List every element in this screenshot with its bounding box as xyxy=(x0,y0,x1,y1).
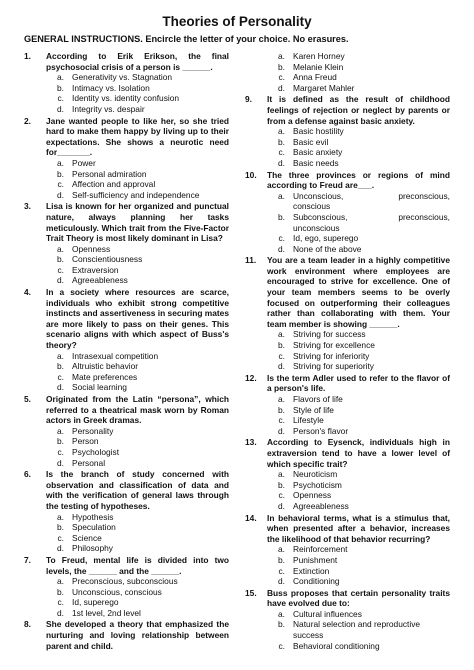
option-letter: d. xyxy=(278,82,285,93)
option-letter: b. xyxy=(278,479,285,490)
answer-option[interactable] xyxy=(267,555,450,566)
answer-option[interactable] xyxy=(267,490,450,501)
option-text: Openness xyxy=(72,243,111,254)
question-text: She developed a theory that emphasized the nurturing and loving relationship between parent and child. xyxy=(46,619,229,651)
option-text xyxy=(293,191,450,202)
question-item xyxy=(245,437,450,511)
question-body xyxy=(267,588,450,652)
answer-option[interactable] xyxy=(267,158,450,169)
option-text: Intrasexual competition xyxy=(72,350,159,361)
question-text: Is the term Adler used to refer to the flavor of a person's life. xyxy=(267,372,450,394)
answer-option[interactable] xyxy=(46,587,229,598)
option-letter: c. xyxy=(278,72,285,83)
answer-option[interactable] xyxy=(46,543,229,554)
question-item xyxy=(24,619,229,651)
option-letter: c. xyxy=(57,264,64,275)
option-letter xyxy=(267,201,293,212)
option-letter: b. xyxy=(278,404,285,415)
answer-option[interactable] xyxy=(267,469,450,480)
option-text-part: Unconscious, xyxy=(293,190,344,201)
page-title: Theories of Personality xyxy=(162,14,312,29)
answer-option[interactable] xyxy=(46,372,229,383)
answer-option[interactable] xyxy=(267,137,450,148)
option-text: Extinction xyxy=(293,565,330,576)
answer-option[interactable] xyxy=(46,361,229,372)
option-text: Identity vs. identity confusion xyxy=(72,93,180,104)
question-columns xyxy=(24,51,450,652)
question-body xyxy=(46,201,229,286)
answer-options xyxy=(267,394,450,436)
option-text: Striving for success xyxy=(293,329,366,340)
option-text-part: preconscious, xyxy=(398,190,450,201)
answer-option[interactable] xyxy=(46,436,229,447)
option-letter: c. xyxy=(278,415,285,426)
answer-option[interactable] xyxy=(46,512,229,523)
answer-option[interactable] xyxy=(46,576,229,587)
question-text: Is the branch of study concerned with observation and classification of data and with the verification of general laws through the testing of hypotheses. xyxy=(46,469,229,511)
option-letter: a. xyxy=(278,469,285,480)
option-letter: d. xyxy=(57,607,64,618)
option-letter: b. xyxy=(278,136,285,147)
option-text: Striving for superiority xyxy=(293,361,374,372)
option-letter: a. xyxy=(278,329,285,340)
option-text: Id, ego, superego xyxy=(293,233,359,244)
option-text: Margaret Mahler xyxy=(293,82,355,93)
question-item xyxy=(24,51,229,115)
option-letter: b. xyxy=(278,211,285,222)
option-text: 1st level, 2nd level xyxy=(72,607,141,618)
option-letter: d. xyxy=(278,243,285,254)
question-number: 10. xyxy=(245,169,257,180)
option-letter: d. xyxy=(278,500,285,511)
option-letter: d. xyxy=(278,576,285,587)
option-text: Basic hostility xyxy=(293,126,344,137)
answer-option[interactable] xyxy=(46,426,229,437)
option-letter: d. xyxy=(57,457,64,468)
option-letter: c. xyxy=(278,233,285,244)
answer-option[interactable] xyxy=(46,608,229,619)
option-letter: d. xyxy=(278,361,285,372)
answer-option[interactable] xyxy=(267,126,450,137)
answer-options xyxy=(46,158,229,200)
answer-option[interactable] xyxy=(46,244,229,255)
option-letter: c. xyxy=(278,640,285,651)
option-letter: a. xyxy=(57,425,64,436)
option-letter: c. xyxy=(278,565,285,576)
question-text: Buss proposes that certain personality traits have evolved due to: xyxy=(267,587,450,609)
answer-options xyxy=(267,609,450,651)
answer-option[interactable] xyxy=(46,190,229,201)
option-letter: d. xyxy=(278,425,285,436)
question-text: According to Eysenck, individuals high in extraversion tend to have a lower level of which specific trait? xyxy=(267,437,450,469)
option-text: Melanie Klein xyxy=(293,61,344,72)
answer-option[interactable] xyxy=(46,169,229,180)
option-text: Lifestyle xyxy=(293,415,324,426)
answer-option[interactable] xyxy=(267,147,450,158)
option-letter: c. xyxy=(57,93,64,104)
question-text: Jane wanted people to like her, so she tried hard to make them happy by living up to their expectations. She shows a neurotic need for_______. xyxy=(46,115,229,158)
question-body xyxy=(267,513,450,587)
answer-option[interactable] xyxy=(267,619,450,640)
option-letter: c. xyxy=(57,446,64,457)
option-text: Karen Horney xyxy=(293,51,345,61)
answer-option[interactable] xyxy=(267,609,450,620)
option-text: Intimacy vs. Isolation xyxy=(72,82,150,93)
option-text: Style of life xyxy=(293,404,334,415)
answer-option[interactable] xyxy=(267,340,450,351)
question-number: 8. xyxy=(24,619,31,630)
option-letter: a. xyxy=(278,608,285,619)
question-body xyxy=(267,51,450,93)
option-letter: d. xyxy=(278,157,285,168)
option-text: Conditioning xyxy=(293,576,340,587)
answer-option[interactable] xyxy=(267,544,450,555)
option-text: Integrity vs. despair xyxy=(72,103,145,114)
option-letter: b. xyxy=(278,619,285,630)
question-item xyxy=(245,255,450,372)
question-item xyxy=(24,394,229,468)
option-letter: a. xyxy=(278,51,285,61)
answer-options xyxy=(46,576,229,618)
option-text: Striving for excellence xyxy=(293,340,375,351)
answer-option[interactable] xyxy=(267,576,450,587)
option-text: Power xyxy=(72,157,96,168)
answer-option[interactable] xyxy=(46,382,229,393)
option-text-part: Subconscious, xyxy=(293,211,348,222)
option-text: Conscientiousness xyxy=(72,254,143,265)
answer-option[interactable] xyxy=(267,329,450,340)
option-text: Flavors of life xyxy=(293,394,343,404)
answer-options xyxy=(267,126,450,168)
question-text: In behavioral terms, what is a stimulus that, when presented after a behavior, increases the likelihood of that behavior recurring? xyxy=(267,512,450,544)
question-body xyxy=(46,287,229,393)
option-letter: d. xyxy=(57,382,64,393)
option-text: Social learning xyxy=(72,382,127,393)
answer-option[interactable] xyxy=(267,223,450,234)
option-letter: b. xyxy=(57,254,64,265)
option-letter: b. xyxy=(57,82,64,93)
option-text: Cultural influences xyxy=(293,608,362,619)
question-text: To Freud, mental life is divided into two levels, the ______ and the ______. xyxy=(46,554,229,576)
question-number: 11. xyxy=(245,255,257,266)
answer-options xyxy=(46,244,229,286)
option-text: Reinforcement xyxy=(293,544,348,555)
option-letter: b. xyxy=(57,522,64,533)
question-number: 5. xyxy=(24,394,31,404)
option-text: Philosophy xyxy=(72,543,113,554)
option-letter: a. xyxy=(57,72,64,83)
answer-option[interactable] xyxy=(267,72,450,83)
question-number: 9. xyxy=(245,94,252,105)
option-letter: a. xyxy=(57,350,64,361)
answer-options xyxy=(267,469,450,511)
option-letter: b. xyxy=(57,361,64,372)
question-item xyxy=(24,201,229,286)
question-continuation xyxy=(245,51,450,93)
question-body xyxy=(46,555,229,619)
question-body xyxy=(46,51,229,115)
option-letter: c. xyxy=(278,490,285,501)
answer-option[interactable] xyxy=(267,51,450,62)
option-text: Affection and approval xyxy=(72,179,156,190)
answer-options xyxy=(267,544,450,586)
option-text: Natural selection and reproductive success xyxy=(293,619,421,641)
answer-option[interactable] xyxy=(46,93,229,104)
answer-option[interactable] xyxy=(46,597,229,608)
question-item xyxy=(24,287,229,393)
option-text-part: preconscious, xyxy=(398,211,450,222)
option-text xyxy=(293,212,450,223)
option-text: Agreeableness xyxy=(293,500,349,511)
question-number: 3. xyxy=(24,201,31,212)
option-text: Altruistic behavior xyxy=(72,361,139,372)
left-column xyxy=(24,51,229,652)
question-body xyxy=(46,619,229,651)
option-text: Striving for inferiority xyxy=(293,350,370,361)
answer-option[interactable] xyxy=(46,104,229,115)
option-text: Science xyxy=(72,532,102,543)
answer-option[interactable] xyxy=(46,254,229,265)
question-item xyxy=(245,373,450,437)
answer-options xyxy=(46,351,229,393)
question-text: In a society where resources are scarce, individuals who exhibit strong competitive instincts and assertiveness in securing mates are more likely to pass on their genes. This scenario aligns with which aspect of Buss's theory? xyxy=(46,287,229,351)
option-letter: c. xyxy=(57,532,64,543)
option-text: None of the above xyxy=(293,243,362,254)
question-body xyxy=(267,255,450,372)
option-letter: a. xyxy=(57,157,64,168)
option-text: Psychoticism xyxy=(293,479,342,490)
answer-option[interactable] xyxy=(267,351,450,362)
question-item xyxy=(245,588,450,652)
answer-option[interactable] xyxy=(267,62,450,73)
question-text: Lisa is known for her organized and punctual nature, always planning her tasks meticulously. Which trait from the Five-Factor Trait Theory is most likely dominant in Lisa? xyxy=(46,201,229,244)
question-item xyxy=(245,94,450,168)
question-item xyxy=(245,513,450,587)
answer-option[interactable] xyxy=(46,158,229,169)
answer-options xyxy=(267,51,450,93)
question-body xyxy=(46,116,229,201)
option-letter: d. xyxy=(57,103,64,114)
question-number-spacer xyxy=(245,51,267,93)
option-text: Preconscious, subconscious xyxy=(72,576,178,587)
option-text: unconscious xyxy=(293,222,340,233)
answer-option[interactable] xyxy=(267,480,450,491)
answer-option[interactable] xyxy=(267,83,450,94)
option-letter: a. xyxy=(57,511,64,522)
answer-options xyxy=(267,191,450,255)
option-letter: c. xyxy=(278,147,285,158)
answer-option[interactable] xyxy=(46,533,229,544)
option-text: Mate preferences xyxy=(72,371,138,382)
answer-option[interactable] xyxy=(267,191,450,202)
option-letter: d. xyxy=(57,275,64,286)
answer-option[interactable] xyxy=(267,361,450,372)
answer-option[interactable] xyxy=(46,72,229,83)
question-item xyxy=(24,555,229,619)
question-number: 13. xyxy=(245,437,257,448)
question-number: 2. xyxy=(24,115,31,126)
option-letter: a. xyxy=(278,190,285,201)
option-text: Personality xyxy=(72,425,114,436)
question-body xyxy=(267,437,450,511)
answer-option[interactable] xyxy=(267,233,450,244)
option-letter: a. xyxy=(278,126,285,137)
option-text: Hypothesis xyxy=(72,511,114,522)
option-text: Basic anxiety xyxy=(293,147,343,158)
question-text: You are a team leader in a highly competitive work environment where employees are encouraged to strive for excellence. One of your team members seems to be overly focused on outperforming their colleagues rather than collaborating with them. Your team member is showing ______. xyxy=(267,255,450,329)
question-number: 6. xyxy=(24,469,31,480)
question-item xyxy=(24,116,229,201)
option-text: Person xyxy=(72,436,99,447)
question-number: 15. xyxy=(245,587,257,598)
question-text: Originated from the Latin “persona”, which referred to a theatrical mask worn by Roman actors in Greek dramas. xyxy=(46,394,229,426)
question-item xyxy=(245,170,450,255)
option-text: Openness xyxy=(293,490,332,501)
option-text: Anna Freud xyxy=(293,72,337,83)
option-letter: c. xyxy=(57,179,64,190)
option-text: Neuroticism xyxy=(293,469,338,480)
question-body xyxy=(46,469,229,554)
question-number: 14. xyxy=(245,512,257,523)
question-number: 4. xyxy=(24,287,31,298)
question-number: 7. xyxy=(24,554,31,565)
answer-option[interactable] xyxy=(46,275,229,286)
answer-option[interactable] xyxy=(267,212,450,223)
question-body xyxy=(267,94,450,168)
question-body xyxy=(46,394,229,468)
option-letter: b. xyxy=(278,554,285,565)
answer-option[interactable] xyxy=(267,566,450,577)
answer-option[interactable] xyxy=(267,415,450,426)
option-letter: d. xyxy=(57,189,64,200)
answer-options xyxy=(46,512,229,554)
option-text: Psychologist xyxy=(72,446,120,457)
option-text: Generativity vs. Stagnation xyxy=(72,72,173,83)
option-letter: c. xyxy=(278,350,285,361)
option-letter: b. xyxy=(57,586,64,597)
answer-option[interactable] xyxy=(267,641,450,652)
question-body xyxy=(267,170,450,255)
option-letter: d. xyxy=(57,543,64,554)
answer-options xyxy=(46,426,229,468)
answer-option[interactable] xyxy=(267,501,450,512)
option-letter: a. xyxy=(278,544,285,555)
right-column xyxy=(245,51,450,652)
option-text: Unconscious, conscious xyxy=(72,586,162,597)
option-letter: c. xyxy=(57,371,64,382)
general-instructions: GENERAL INSTRUCTIONS. Encircle the letter of your choice. No erasures. xyxy=(24,34,349,44)
option-text: Self-sufficiency and independence xyxy=(72,189,200,200)
option-letter xyxy=(267,223,293,234)
answer-option[interactable] xyxy=(267,405,450,416)
answer-option[interactable] xyxy=(46,447,229,458)
option-text: Basic evil xyxy=(293,136,329,147)
option-letter: c. xyxy=(57,597,64,608)
answer-option[interactable] xyxy=(267,244,450,255)
option-text: Personal admiration xyxy=(72,168,147,179)
answer-option[interactable] xyxy=(46,265,229,276)
option-text: Basic needs xyxy=(293,157,339,168)
answer-option[interactable] xyxy=(46,458,229,469)
question-text: It is defined as the result of childhood feelings of rejection or neglect by parents or from a defense against basic anxiety. xyxy=(267,94,450,126)
answer-option[interactable] xyxy=(46,522,229,533)
answer-option[interactable] xyxy=(267,394,450,405)
option-text: conscious xyxy=(293,201,331,212)
option-letter: b. xyxy=(57,168,64,179)
option-text: Speculation xyxy=(72,522,116,533)
answer-option[interactable] xyxy=(46,351,229,362)
option-text: Agreeableness xyxy=(72,275,128,286)
option-letter: a. xyxy=(278,394,285,404)
answer-option[interactable] xyxy=(267,201,450,212)
question-text: According to Erik Erikson, the final psychosocial crisis of a person is ______. xyxy=(46,51,229,72)
answer-option[interactable] xyxy=(46,179,229,190)
option-text: Id, superego xyxy=(72,597,119,608)
question-item xyxy=(24,469,229,554)
question-text: The three provinces or regions of mind according to Freud are___. xyxy=(267,169,450,191)
answer-options xyxy=(46,72,229,114)
answer-option[interactable] xyxy=(46,83,229,94)
option-text: Extraversion xyxy=(72,264,119,275)
answer-options xyxy=(267,329,450,371)
question-body xyxy=(267,373,450,437)
option-text: Personal xyxy=(72,457,106,468)
option-letter: b. xyxy=(57,436,64,447)
option-letter: b. xyxy=(278,61,285,72)
option-letter: b. xyxy=(278,340,285,351)
question-number: 12. xyxy=(245,372,257,383)
option-text: Behavioral conditioning xyxy=(293,640,380,651)
question-number: 1. xyxy=(24,51,31,61)
option-text: Person's flavor xyxy=(293,425,349,436)
option-letter: a. xyxy=(57,243,64,254)
option-letter: a. xyxy=(57,576,64,587)
answer-option[interactable] xyxy=(267,426,450,437)
option-text: Punishment xyxy=(293,554,338,565)
